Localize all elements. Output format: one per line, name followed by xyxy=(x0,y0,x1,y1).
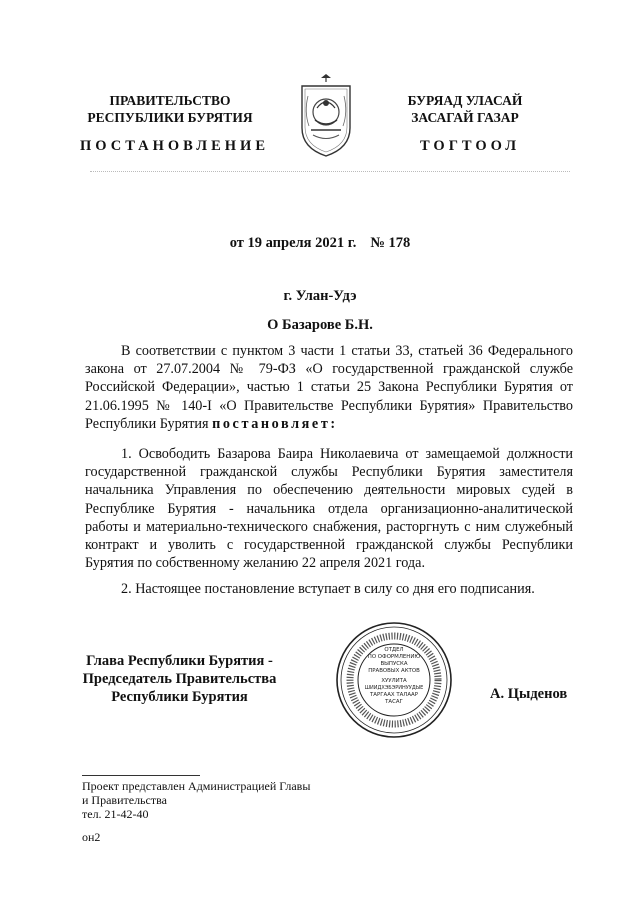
header-left-line2: РЕСПУБЛИКИ БУРЯТИЯ xyxy=(87,110,253,125)
signatory-name: А. Цыденов xyxy=(490,686,568,702)
decree-date: от 19 апреля 2021 г. xyxy=(229,235,357,251)
header-government-bua xyxy=(380,92,550,126)
stamp-line3: ВЫПУСКА xyxy=(380,661,408,667)
decree-word: постановляет: xyxy=(212,415,338,432)
footer-rule xyxy=(82,775,200,776)
official-stamp xyxy=(334,620,454,740)
stamp-line6: ШИИДХЭБЭРИНУУДЫЕ xyxy=(364,685,424,691)
preamble-text: В соответствии с пунктом 3 части 1 статьи 33, статьей 36 Федерального закона от 27.07.2004 № 79-ФЗ «О государственной гражданской службе Российской Федерации», частью 1 статьи 25 Закона Республики Бурятия от 21.06.1995 № 140-I «О Правительстве Республики Бурятия» Правительство Республики Бурятия xyxy=(85,343,573,432)
footer-note xyxy=(82,779,310,821)
footer-line3: тел. 21-42-40 xyxy=(82,807,149,821)
paragraph-item-1 xyxy=(85,445,573,572)
stamp-line1: ОТДЕЛ xyxy=(384,647,404,653)
doc-type-bua: ТОГТООЛ xyxy=(419,138,521,154)
header-divider xyxy=(90,171,570,176)
header-left-line1: ПРАВИТЕЛЬСТВО xyxy=(109,93,231,108)
doc-type-ru: ПОСТАНОВЛЕНИЕ xyxy=(80,138,270,154)
item-2-text: 2. Настоящее постановление вступает в силу со дня его подписания. xyxy=(121,581,535,597)
stamp-line5: ХУУЛИТА xyxy=(381,678,407,684)
signatory-title xyxy=(72,652,287,706)
stamp-line4: ПРАВОВЫХ АКТОВ xyxy=(368,668,420,674)
coat-of-arms-icon xyxy=(295,72,357,158)
item-1-text: 1. Освободить Базарова Баира Николаевича от замещаемой должности государственной гражданской службы Республики Бурятия заместителя начальника Управления по обеспечению деятельности мировых судей в Республике Бурятия - начальника отдела организационно-аналитической работы и материально-технического снабжения, расторгнуть с ним служебный контракт и уволить с государственной гражданской службы Республики Бурятия по собственному желанию 22 апреля 2021 года. xyxy=(85,446,573,572)
footer-line2: и Правительства xyxy=(82,793,167,807)
stamp-line2: ПО ОФОРМЛЕНИЮ xyxy=(367,654,421,660)
decree-number: № 178 xyxy=(370,235,411,251)
signatory-title-line2: Председатель Правительства xyxy=(82,671,277,687)
header-right-line1: БУРЯАД УЛАСАЙ xyxy=(407,93,523,108)
stamp-line7: ТАРГААХ ТАЛААР xyxy=(370,692,418,698)
paragraph-item-2 xyxy=(85,580,573,598)
signatory-title-line1: Глава Республики Бурятия - xyxy=(86,653,273,669)
decree-city: г. Улан-Удэ xyxy=(283,288,357,304)
decree-subject: О Базарове Б.Н. xyxy=(267,317,373,333)
stamp-line8: ТАСАГ xyxy=(385,699,403,705)
decree-date-number xyxy=(0,235,640,252)
footer-line1: Проект представлен Администрацией Главы xyxy=(82,779,311,793)
header-government-ru xyxy=(75,92,265,126)
signatory-title-line3: Республики Бурятия xyxy=(111,689,248,705)
footer-code: он2 xyxy=(82,830,101,844)
header-right-line2: ЗАСАГАЙ ГАЗАР xyxy=(411,110,519,125)
paragraph-preamble xyxy=(85,342,573,433)
